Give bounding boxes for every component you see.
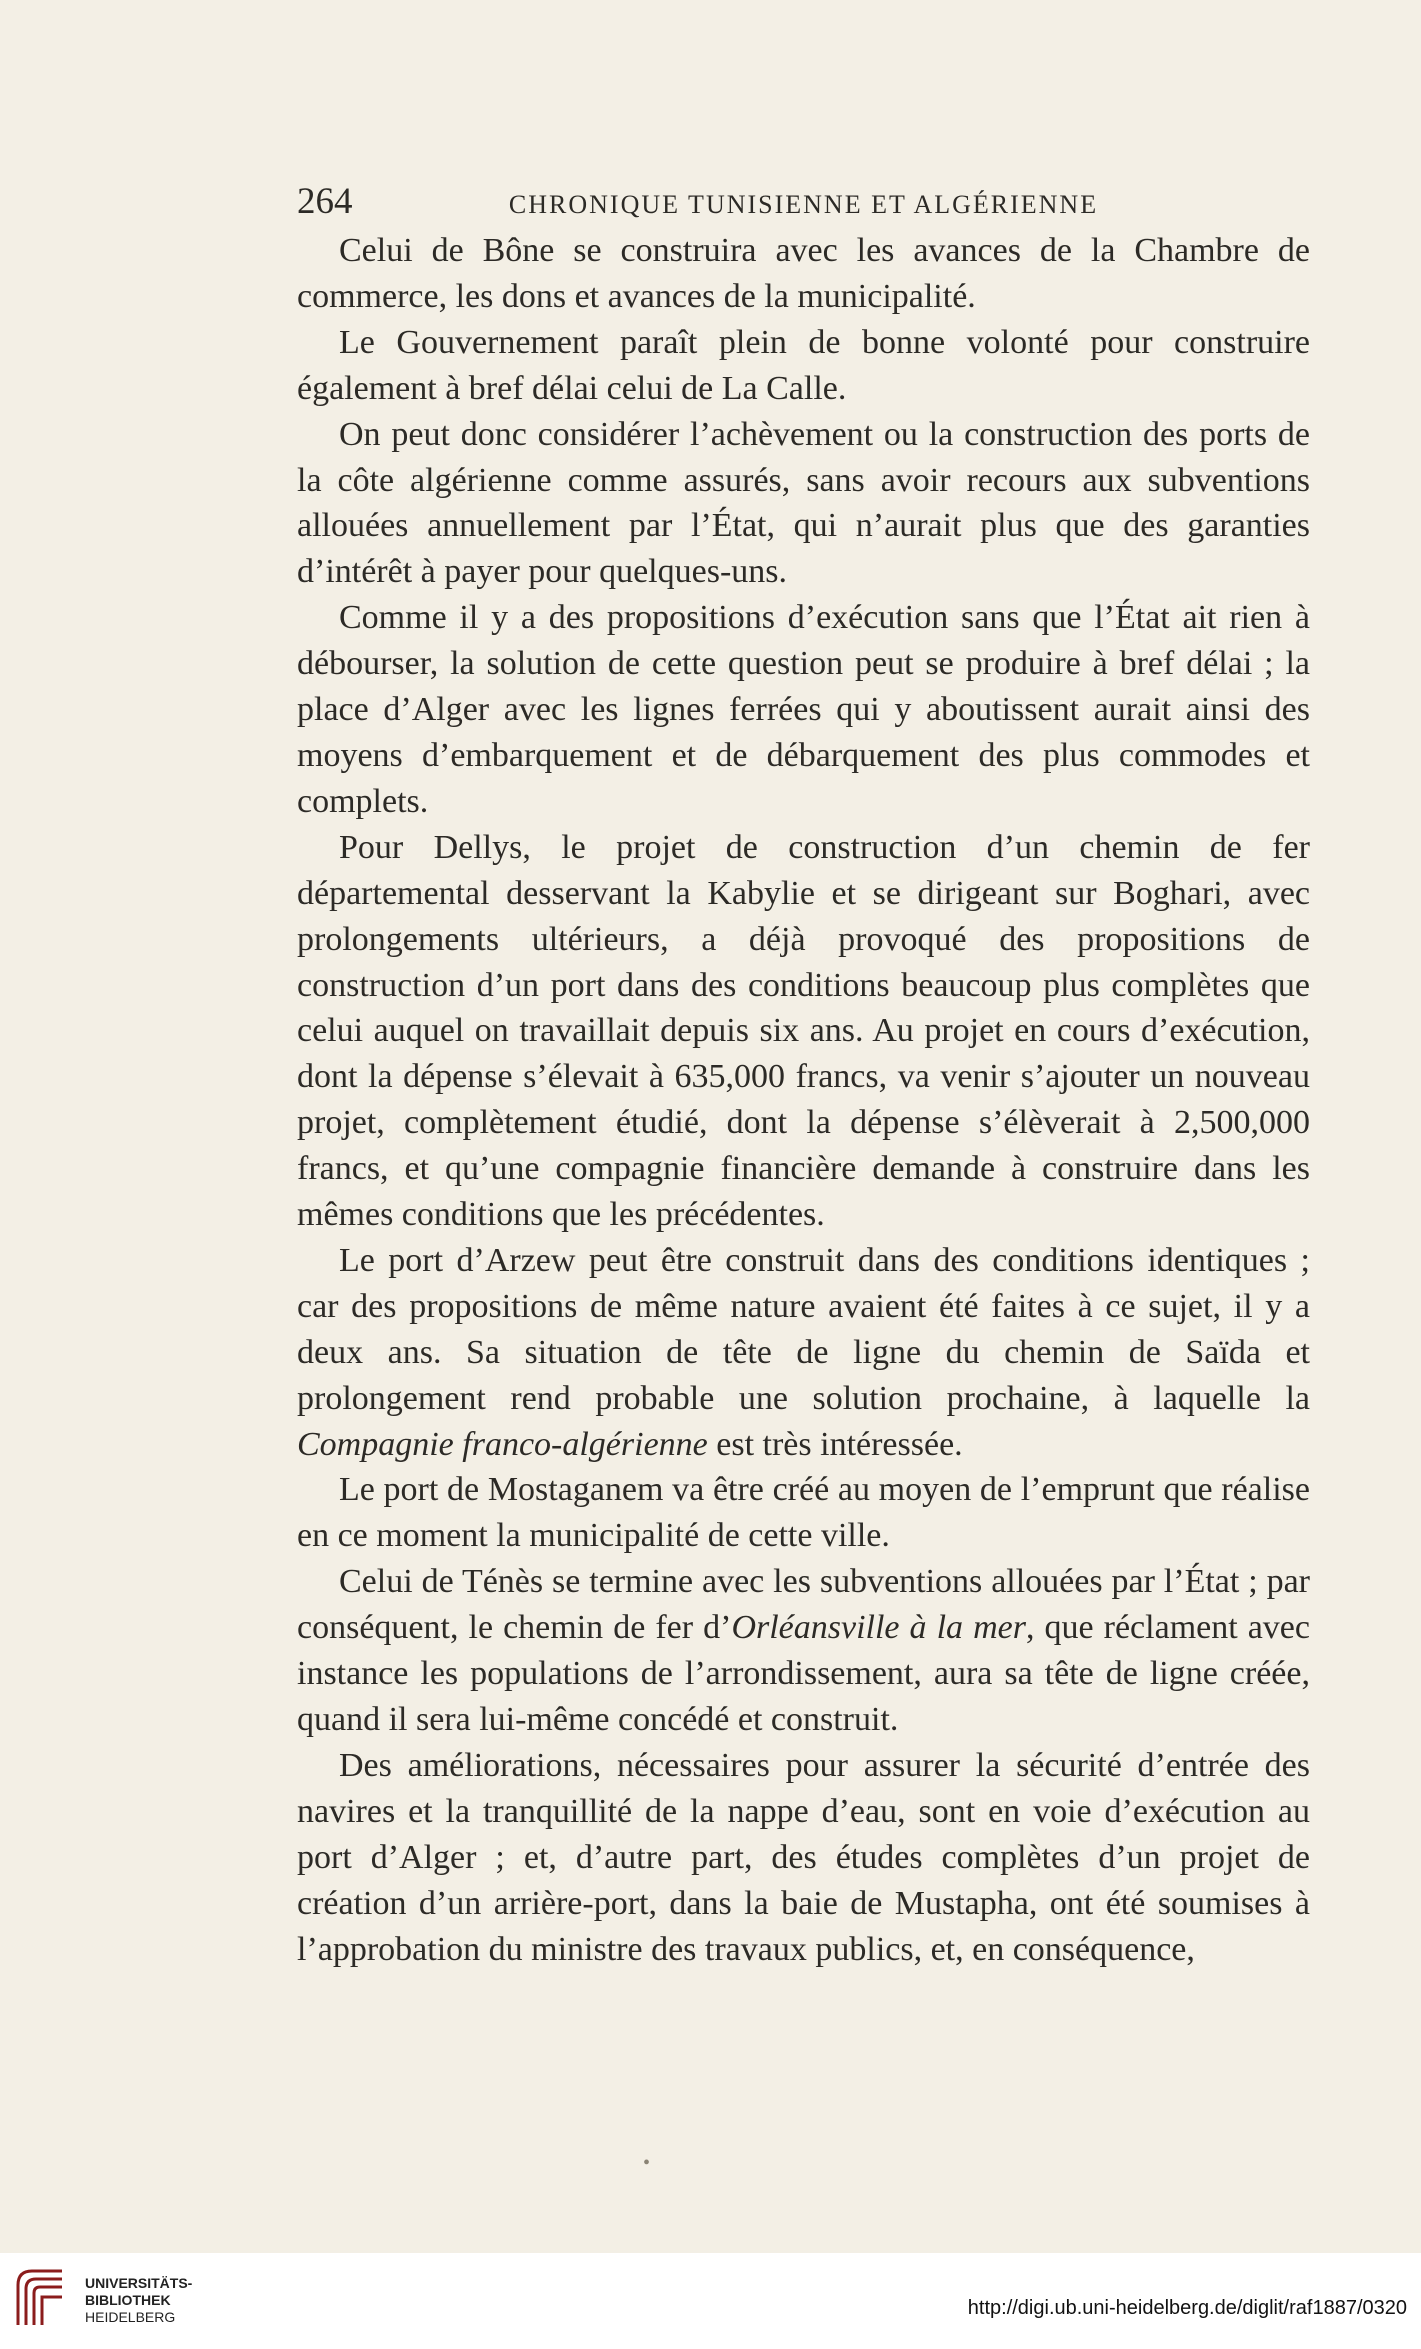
library-name: [85, 2275, 192, 2326]
library-name-line: BIBLIOTHEK: [85, 2292, 171, 2308]
library-name-line: UNIVERSITÄTS-: [85, 2275, 193, 2291]
footer-bar: [0, 2253, 1421, 2349]
paragraph: [297, 1559, 1310, 1743]
page-number: 264: [297, 181, 353, 222]
paragraph: Comme il y a des propositions d’exécution sans que l’État ait rien à débourser, la solution de cette question peut se produire à bref délai ; la place d’Alger avec les lignes ferrées qui y aboutissent aurait ainsi des moyens d’embarquement et de débarquement des plus commodes et complets.: [297, 599, 1310, 820]
library-name-line: HEIDELBERG: [85, 2309, 176, 2325]
paragraph-text: Le port d’Arzew peut être construit dans des conditions identiques ; car des propositions de même nature avaient été faites à ce sujet, il y a deux ans. Sa situation de tête de ligne du chemin de Saïda et prolongement rend probable une solution prochaine, à laquelle la: [297, 1241, 1310, 1417]
body-text: [297, 228, 1310, 1972]
page-ornament: •: [643, 2152, 651, 2174]
running-title: CHRONIQUE TUNISIENNE ET ALGÉRIENNE: [508, 190, 1099, 219]
page-header: [297, 180, 1310, 223]
source-url-link[interactable]: http://digi.ub.uni-heidelberg.de/diglit/raf1887/0320: [967, 2297, 1407, 2319]
paragraph: Des améliorations, nécessaires pour assurer la sécurité d’entrée des navires et la tranquillité de la nappe d’eau, sont en voie d’exécution au port d’Alger ; et, d’autre part, des études complètes d’un projet de création d’un arrière-port, dans la baie de Mustapha, ont été soumises à l’approbation du ministre des travaux publics, et, en conséquence,: [297, 1746, 1310, 1968]
library-logo-icon: [12, 2263, 72, 2331]
paragraph: Celui de Bône se construira avec les avances de la Chambre de commerce, les dons et avances de la municipalité.: [297, 232, 1310, 315]
paragraph-text: , que réclament avec instance les populations de l’arrondissement, aura sa tête de ligne créée, quand il sera lui-même concédé et construit.: [297, 1609, 1310, 1738]
paragraph: [297, 1238, 1310, 1468]
paragraph: Pour Dellys, le projet de construction d’un chemin de fer départemental desservant la Kabylie et se dirigeant sur Boghari, avec prolongements ultérieurs, a déjà provoqué des propositions de construction d’un port dans des conditions beaucoup plus complètes que celui auquel on travaillait depuis six ans. Au projet en cours d’exécution, dont la dépense s’élevait à 635,000 francs, va venir s’ajouter un nouveau projet, complètement étudié, dont la dépense s’élèverait à 2,500,000 francs, et qu’une compagnie financière demande à construire dans les mêmes conditions que les précédentes.: [297, 828, 1310, 1234]
italic-text: Orléansville à la mer: [731, 1609, 1026, 1647]
paragraph-text: Celui de Ténès se termine avec les subventions allouées par l’État ; par conséquent, le chemin de fer d’: [297, 1563, 1310, 1647]
paragraph: On peut donc considérer l’achèvement ou la construction des ports de la côte algérienne comme assurés, sans avoir recours aux subventions allouées annuellement par l’État, qui n’aurait plus que des garanties d’intérêt à payer pour quelques-uns.: [297, 415, 1310, 591]
italic-text: Compagnie franco-algérienne: [297, 1425, 708, 1463]
paragraph-text: est très intéressée.: [707, 1425, 963, 1463]
paragraph: Le port de Mostaganem va être créé au moyen de l’emprunt que réalise en ce moment la municipalité de cette ville.: [297, 1471, 1310, 1555]
paragraph: Le Gouvernement paraît plein de bonne volonté pour construire également à bref délai celui de La Calle.: [297, 323, 1310, 407]
